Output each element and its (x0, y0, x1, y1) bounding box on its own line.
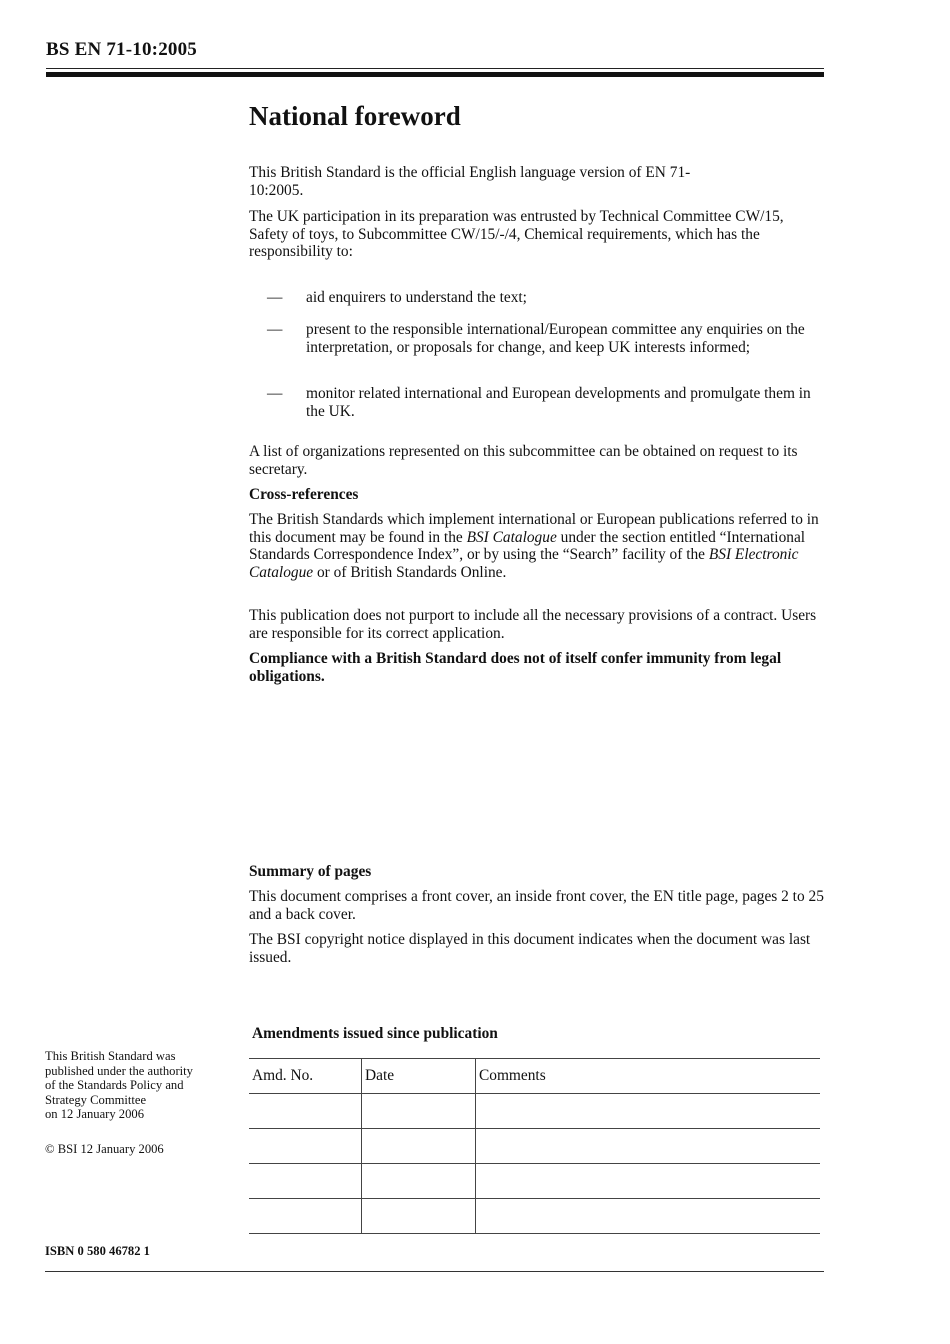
bsi-electronic-catalogue-title: BSI Electronic Catalogue (249, 546, 799, 581)
table-row (249, 1129, 820, 1164)
compliance-statement: Compliance with a British Standard does not of itself confer immunity from legal obligations. (249, 650, 782, 685)
authority-line: on 12 January 2006 (45, 1107, 144, 1122)
footer-rule (45, 1271, 824, 1272)
header-rule-thick (46, 72, 824, 77)
cross-ref-text-e: or of British Standards Online. (313, 563, 507, 581)
table-cell (249, 1094, 362, 1129)
summary-paragraph-2: The BSI copyright notice displayed in this document indicates when the document was last issued. (249, 931, 811, 966)
table-row (249, 1199, 820, 1234)
table-cell (249, 1199, 362, 1234)
table-cell (476, 1164, 821, 1199)
list-item-text: monitor related international and European developments and promulgate them in the UK. (306, 385, 811, 420)
intro-paragraph-2: The UK participation in its preparation was entrusted by Technical Committee CW/15, Safety of toys, to Subcommittee CW/15/-/4, Chemical requirements, which has the responsibility to: (249, 208, 784, 261)
document-id: BS EN 71-10:2005 (46, 39, 197, 60)
cross-ref-text-a: The British Standards which implement international or European publications referred to in this document may be found in the (249, 511, 819, 546)
authority-line: published under the authority (45, 1063, 193, 1078)
table-cell (362, 1199, 476, 1234)
table-row (249, 1164, 820, 1199)
authority-line: of the Standards Policy and (45, 1078, 184, 1093)
column-header-date: Date (362, 1059, 476, 1094)
page-title: National foreword (249, 101, 461, 131)
table-cell (249, 1129, 362, 1164)
authority-note (45, 1049, 235, 1122)
amendments-table (249, 1058, 820, 1234)
column-header-comments: Comments (476, 1059, 821, 1094)
table-header-row (249, 1059, 820, 1094)
header-rule-thin (46, 68, 824, 69)
authority-line: Strategy Committee (45, 1092, 147, 1107)
cross-references-heading: Cross-references (249, 486, 359, 503)
amendments-title: Amendments issued since publication (252, 1025, 498, 1042)
list-item-text: aid enquirers to understand the text; (306, 289, 527, 306)
table-cell (362, 1129, 476, 1164)
list-dash: — (267, 289, 283, 306)
table-cell (362, 1164, 476, 1199)
list-dash: — (267, 321, 283, 338)
provisions-paragraph: This publication does not purport to include all the necessary provisions of a contract. Users are responsible for its correct application. (249, 607, 817, 642)
list-item-text: present to the responsible international/European committee any enquiries on the interpretation, or proposals for change, and keep UK interests informed; (306, 321, 805, 356)
cross-references-paragraph (249, 511, 824, 581)
intro-paragraph-1: This British Standard is the official English language version of EN 71-10:2005. (249, 164, 691, 199)
table-cell (362, 1094, 476, 1129)
organizations-paragraph: A list of organizations represented on this subcommittee can be obtained on request to its secretary. (249, 443, 798, 478)
summary-paragraph-1: This document comprises a front cover, an inside front cover, the EN title page, pages 2 to 25 and a back cover. (249, 888, 824, 923)
list-dash: — (267, 385, 283, 402)
table-cell (476, 1199, 821, 1234)
isbn: ISBN 0 580 46782 1 (45, 1244, 150, 1258)
cross-ref-text-c: under the section entitled “International Standards Correspondence Index”, or by using the “Search” facility of the (249, 528, 806, 564)
bsi-catalogue-title: BSI Catalogue (466, 528, 557, 546)
table-cell (476, 1094, 821, 1129)
table-cell (249, 1164, 362, 1199)
authority-line: This British Standard was (45, 1049, 176, 1063)
summary-heading: Summary of pages (249, 863, 372, 880)
copyright-notice: © BSI 12 January 2006 (45, 1142, 164, 1156)
table-cell (476, 1129, 821, 1164)
column-header-amd-no: Amd. No. (249, 1059, 362, 1094)
table-row (249, 1094, 820, 1129)
